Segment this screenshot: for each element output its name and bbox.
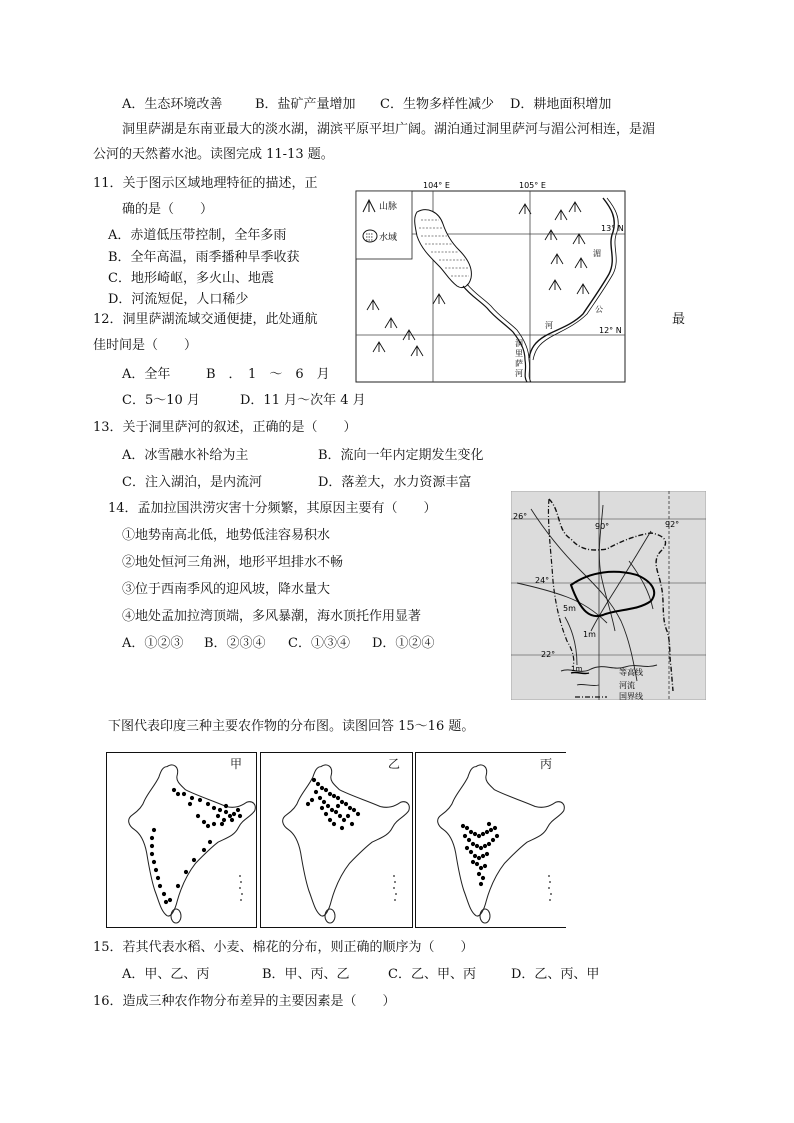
crop-dot <box>196 814 200 818</box>
crop-dot <box>473 854 477 858</box>
q14-option-c: C．①③④ <box>288 636 350 651</box>
legend-contour-label: 等高线 <box>619 668 643 677</box>
crop-dot <box>342 818 346 822</box>
q13-option-b: B．流向一年内定期发生变化 <box>318 448 484 463</box>
crop-dot <box>479 846 483 850</box>
crop-dot <box>218 808 222 812</box>
crop-dot <box>481 876 485 880</box>
map-label-bing: 丙 <box>540 757 553 771</box>
river-char-4: 河 <box>515 369 523 378</box>
mekong-char-3: 河 <box>545 321 553 330</box>
q12-option-a: A．全年 <box>122 367 171 382</box>
q14-option-a: A．①②③ <box>122 636 184 651</box>
crop-dot <box>489 828 493 832</box>
crop-dot <box>336 804 340 808</box>
lat-13-label: 13° N <box>601 224 624 233</box>
q11-option-d: D．河流短促，人口稀少 <box>108 292 249 307</box>
q14-item-2: ②地处恒河三角洲，地形平坦排水不畅 <box>122 555 344 570</box>
crop-dot <box>198 798 202 802</box>
map-cambodia <box>355 178 627 384</box>
lat-24-label: 24° <box>535 576 550 585</box>
mekong-char-1: 湄 <box>593 249 601 258</box>
q15-option-d: D．乙、丙、甲 <box>511 967 600 982</box>
crop-dot <box>348 806 352 810</box>
legend-river-label: 河流 <box>619 681 635 690</box>
crop-dot <box>314 790 318 794</box>
q12-stem-end: 最 <box>672 312 686 327</box>
q12-stem-line1: 12．洞里萨湖流域交通便捷，此处通航 <box>93 312 318 327</box>
crop-dot <box>152 828 156 832</box>
q14-options <box>122 635 434 653</box>
india-panel-yi <box>261 753 413 928</box>
q11-option-a: A．赤道低压带控制，全年多雨 <box>108 228 287 243</box>
crop-dot <box>320 806 324 810</box>
q13-option-d: D．落差大，水力资源丰富 <box>318 475 472 490</box>
mekong-char-2: 公 <box>595 305 603 314</box>
crop-dot <box>483 844 487 848</box>
q10-option-c: C．生物多样性减少 <box>380 97 494 112</box>
crop-dot <box>477 872 481 876</box>
crop-dot <box>188 802 192 806</box>
crop-dot <box>306 802 310 806</box>
crop-dot <box>334 810 338 814</box>
map-label-jia: 甲 <box>230 757 243 771</box>
crop-dot <box>461 824 465 828</box>
q14-option-b: B．②③④ <box>204 636 266 651</box>
crop-dot <box>206 824 210 828</box>
crop-dot <box>328 792 332 796</box>
q12-stem-line2: 佳时间是（ ） <box>93 338 198 353</box>
crop-dot <box>156 876 160 880</box>
river-char-1: 洞 <box>515 339 523 348</box>
crop-dot <box>312 778 316 782</box>
crop-dot <box>356 812 360 816</box>
crop-dot <box>322 800 326 804</box>
intro-11-13-line2: 公河的天然蓄水池。读图完成 11-13 题。 <box>93 147 334 162</box>
crop-dot <box>332 822 336 826</box>
crop-dot <box>158 884 162 888</box>
q11-stem-line1: 11．关于图示区域地理特征的描述，正 <box>93 176 318 191</box>
crop-dot <box>487 822 491 826</box>
q10-options <box>122 96 611 114</box>
q11-stem-line2: 确的是（ ） <box>122 202 214 217</box>
q14-stem: 14．孟加拉国洪涝灾害十分频繁，其原因主要有（ ） <box>108 501 437 516</box>
crop-dot <box>192 858 196 862</box>
q13-option-a: A．冰雪融水补给为主 <box>122 448 249 463</box>
crop-dot <box>491 838 495 842</box>
crop-dot <box>346 814 350 818</box>
crop-dot <box>485 852 489 856</box>
lat-22-label: 22° <box>541 650 556 659</box>
crop-dot <box>168 898 172 902</box>
crop-dot <box>172 788 176 792</box>
crop-dot <box>238 814 242 818</box>
crop-dot <box>202 820 206 824</box>
crop-dot <box>320 786 324 790</box>
crop-dot <box>154 868 158 872</box>
river-char-3: 萨 <box>515 359 523 368</box>
lat-26-label: 26° <box>513 512 528 521</box>
crop-dot <box>481 832 485 836</box>
crop-dot <box>350 822 354 826</box>
crop-dot <box>202 848 206 852</box>
crop-dot <box>469 830 473 834</box>
crop-dot <box>318 796 322 800</box>
crop-dot <box>469 850 473 854</box>
crop-dot <box>324 788 328 792</box>
q12-option-c: C．5～10 月 <box>122 393 200 408</box>
india-panel-bing <box>416 753 567 928</box>
svg-text:1m: 1m <box>571 665 583 673</box>
crop-dot <box>326 804 330 808</box>
map-label-yi: 乙 <box>388 757 401 771</box>
q11-option-b: B．全年高温，雨季播种旱季收获 <box>108 250 300 265</box>
crop-dot <box>164 900 168 904</box>
q12-option-d: D．11 月～次年 4 月 <box>240 393 366 408</box>
crop-dot <box>310 798 314 802</box>
crop-dot <box>150 852 154 856</box>
crop-dot <box>152 860 156 864</box>
q15-options <box>122 966 599 984</box>
crop-dot <box>340 826 344 830</box>
crop-dot <box>479 866 483 870</box>
crop-dot <box>471 860 475 864</box>
q12-option-b: B ． 1 ～ 6 月 <box>206 367 330 382</box>
crop-dot <box>150 844 154 848</box>
intro-15-16: 下图代表印度三种主要农作物的分布图。读图回答 15～16 题。 <box>108 719 475 734</box>
lon-90-label: 90° <box>595 522 610 531</box>
crop-dot <box>487 842 491 846</box>
q14-item-3: ③位于西南季风的迎风坡，降水量大 <box>122 582 331 597</box>
q13-stem: 13．关于洞里萨河的叙述，正确的是（ ） <box>93 420 357 435</box>
crop-dot <box>485 830 489 834</box>
crop-dot <box>473 832 477 836</box>
crop-dot <box>477 856 481 860</box>
crop-dot <box>475 844 479 848</box>
q15-option-a: A．甲、乙、丙 <box>122 967 210 982</box>
crop-dot <box>212 806 216 810</box>
crop-dot <box>208 840 212 844</box>
q14-item-1: ①地势南高北低，地势低洼容易积水 <box>122 528 331 543</box>
crop-dot <box>230 818 234 822</box>
crop-dot <box>330 808 334 812</box>
legend-mountain-label: 山脉 <box>379 202 398 212</box>
crop-dot <box>236 808 240 812</box>
q15-option-c: C．乙、甲、丙 <box>388 967 476 982</box>
legend-water-label: 水域 <box>379 233 398 243</box>
q10-option-b: B．盐矿产量增加 <box>255 97 356 112</box>
crop-dot <box>176 792 180 796</box>
crop-dot <box>328 818 332 822</box>
contour-1m-label: 1m <box>583 630 596 639</box>
crop-dot <box>465 826 469 830</box>
india-maps <box>106 752 566 928</box>
india-crop-maps <box>106 752 566 928</box>
q11-option-c: C．地形崎岖，多火山、地震 <box>108 271 274 286</box>
crop-dot <box>336 796 340 800</box>
lat-12-label: 12° N <box>599 326 622 335</box>
crop-dot <box>324 812 328 816</box>
crop-dot <box>184 870 188 874</box>
crop-dot <box>228 814 232 818</box>
crop-dot <box>222 818 226 822</box>
crop-dot <box>344 802 348 806</box>
crop-dot <box>471 842 475 846</box>
crop-dot <box>479 882 483 886</box>
crop-dot <box>332 794 336 798</box>
crop-dot <box>216 814 220 818</box>
river-char-2: 里 <box>515 349 523 358</box>
crop-dot <box>463 834 467 838</box>
crop-dot <box>338 814 342 818</box>
intro-11-13-line1: 洞里萨湖是东南亚最大的淡水湖，湖滨平原平坦广阔。湖泊通过洞里萨河与湄公河相连，是湄 <box>122 122 656 137</box>
legend-border-label: 国界线 <box>619 692 643 700</box>
q10-option-d: D．耕地面积增加 <box>510 97 612 112</box>
crop-dot <box>316 782 320 786</box>
crop-dot <box>224 804 228 808</box>
crop-dot <box>176 884 180 888</box>
crop-dot <box>220 822 224 826</box>
contour-5m-label: 5m <box>563 604 576 613</box>
crop-dot <box>483 864 487 868</box>
crop-dot <box>465 846 469 850</box>
crop-dot <box>224 810 228 814</box>
lon-104-label: 104° E <box>423 181 450 190</box>
q10-option-a: A．生态环境改善 <box>122 97 223 112</box>
crop-dot <box>495 834 499 838</box>
crop-dot <box>232 812 236 816</box>
crop-dot <box>212 822 216 826</box>
q15-stem: 15．若其代表水稻、小麦、棉花的分布，则正确的顺序为（ ） <box>93 940 474 955</box>
crop-dot <box>150 836 154 840</box>
crop-dot <box>352 808 356 812</box>
crop-dot <box>340 800 344 804</box>
q15-option-b: B．甲、丙、乙 <box>262 967 350 982</box>
q14-option-d: D．①②④ <box>372 636 435 651</box>
lon-105-label: 105° E <box>519 181 546 190</box>
india-panel-jia <box>107 753 257 928</box>
crop-dot <box>206 802 210 806</box>
q13-option-c: C．注入湖泊，是内流河 <box>122 475 262 490</box>
crop-dot <box>481 854 485 858</box>
crop-dot <box>182 792 186 796</box>
q14-item-4: ④地处孟加拉湾顶端，多风暴潮，海水顶托作用显著 <box>122 609 422 624</box>
crop-dot <box>190 796 194 800</box>
crop-dot <box>162 892 166 896</box>
crop-dot <box>475 862 479 866</box>
crop-dot <box>493 826 497 830</box>
map-bangladesh <box>511 491 706 700</box>
water-legend-icon <box>363 230 377 242</box>
q16-stem: 16．造成三种农作物分布差异的主要因素是（ ） <box>93 994 396 1009</box>
crop-dot <box>477 834 481 838</box>
crop-dot <box>467 838 471 842</box>
lon-92-label: 92° <box>665 520 680 529</box>
